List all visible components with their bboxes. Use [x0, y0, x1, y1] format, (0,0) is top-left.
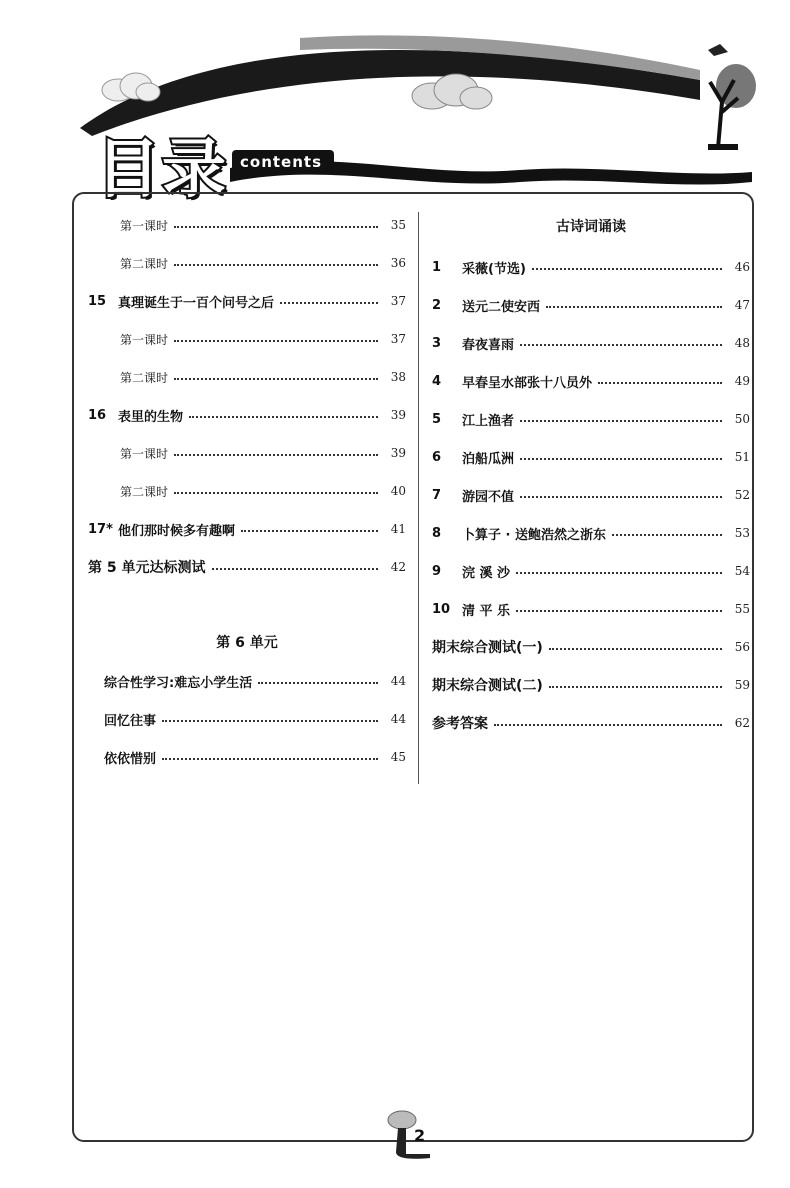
leader-dots	[174, 492, 378, 494]
toc-entry[interactable]	[432, 406, 750, 432]
leader-dots	[258, 682, 378, 684]
toc-entry-page: 54	[734, 564, 750, 578]
toc-entry-page: 51	[734, 450, 750, 464]
toc-entry-title: 浣 溪 沙	[462, 565, 511, 581]
toc-entry[interactable]	[88, 364, 406, 390]
toc-entry[interactable]	[88, 516, 406, 542]
toc-entry-number: 5	[432, 411, 442, 427]
toc-entry-title: 春夜喜雨	[462, 337, 515, 353]
page-number: 2	[414, 1126, 426, 1145]
toc-entry-page: 52	[734, 488, 750, 502]
toc-entry-title: 采薇(节选)	[462, 261, 526, 277]
page-subtitle: contents	[240, 153, 322, 171]
toc-entry-title: 依依惜别	[104, 751, 157, 767]
toc-entry-title: 期末综合测试(二)	[432, 678, 543, 694]
toc-entry-page: 42	[390, 560, 406, 574]
toc-entry-title: 送元二使安西	[462, 299, 541, 315]
toc-entry[interactable]	[432, 254, 750, 280]
unit6-heading: 第 6 单元	[216, 635, 278, 651]
toc-entry-page: 41	[390, 522, 406, 536]
toc-entry-title: 他们那时候多有趣啊	[118, 523, 236, 539]
toc-entry-title: 第一课时	[120, 218, 169, 233]
toc-entry[interactable]	[88, 212, 406, 238]
leader-dots	[549, 648, 722, 650]
toc-entry-page: 37	[390, 294, 406, 308]
toc-entry[interactable]	[88, 668, 406, 694]
toc-entry[interactable]	[88, 706, 406, 732]
toc-entry-title: 第一课时	[120, 446, 169, 461]
leader-dots	[174, 378, 378, 380]
leader-dots	[174, 454, 378, 456]
toc-entry-number: 6	[432, 449, 442, 465]
toc-entry-number: 15	[88, 293, 107, 309]
toc-entry-title: 第二课时	[120, 484, 169, 499]
toc-entry-title: 卜算子 · 送鲍浩然之浙东	[462, 527, 606, 543]
toc-entry[interactable]	[432, 672, 750, 698]
toc-entry-page: 46	[734, 260, 750, 274]
toc-entry-page: 47	[734, 298, 750, 312]
toc-entry-title: 真理诞生于一百个问号之后	[118, 295, 275, 311]
leader-dots	[516, 572, 722, 574]
toc-entry-title: 期末综合测试(一)	[432, 640, 543, 656]
toc-entry-title: 表里的生物	[118, 409, 184, 425]
toc-entry-page: 44	[390, 712, 406, 726]
toc-entry-page: 53	[734, 526, 750, 540]
leader-dots	[520, 458, 722, 460]
leader-dots	[162, 758, 378, 760]
toc-entry-page: 62	[734, 716, 750, 730]
toc-entry[interactable]	[88, 288, 406, 314]
tree-icon	[688, 42, 758, 152]
toc-entry-page: 38	[390, 370, 406, 384]
leader-dots	[546, 306, 722, 308]
toc-entry-title: 综合性学习:难忘小学生活	[104, 675, 253, 691]
toc-entry-page: 49	[734, 374, 750, 388]
toc-entry-page: 40	[390, 484, 406, 498]
toc-entry-number: 10	[432, 601, 451, 617]
leader-dots	[520, 344, 722, 346]
toc-entry-title: 参考答案	[432, 716, 488, 732]
leader-dots	[174, 340, 378, 342]
toc-entry[interactable]	[432, 482, 750, 508]
toc-entry-number: 4	[432, 373, 442, 389]
toc-entry-page: 59	[734, 678, 750, 692]
toc-entry-number: 7	[432, 487, 442, 503]
toc-entry[interactable]	[432, 710, 750, 736]
toc-entry-number: 3	[432, 335, 442, 351]
toc-entry-number: 1	[432, 259, 442, 275]
toc-entry[interactable]	[88, 326, 406, 352]
toc-entry-title: 游园不值	[462, 489, 515, 505]
toc-entry[interactable]	[88, 440, 406, 466]
leader-dots	[494, 724, 722, 726]
tree-stump-icon	[378, 1108, 448, 1164]
leader-dots	[598, 382, 722, 384]
toc-entry-number: 9	[432, 563, 442, 579]
toc-entry-page: 39	[390, 408, 406, 422]
toc-entry-page: 39	[390, 446, 406, 460]
leader-dots	[520, 496, 722, 498]
toc-entry[interactable]	[432, 330, 750, 356]
toc-entry[interactable]	[432, 634, 750, 660]
toc-entry-title: 江上渔者	[462, 413, 515, 429]
toc-entry[interactable]	[432, 444, 750, 470]
toc-entry-page: 56	[734, 640, 750, 654]
toc-entry[interactable]	[432, 292, 750, 318]
toc-entry-title: 回忆往事	[104, 713, 157, 729]
leader-dots	[516, 610, 722, 612]
leader-dots	[174, 264, 378, 266]
toc-entry-page: 37	[390, 332, 406, 346]
leader-dots	[549, 686, 722, 688]
leader-dots	[212, 568, 379, 570]
toc-entry-page: 45	[390, 750, 406, 764]
toc-entry[interactable]	[88, 478, 406, 504]
leader-dots	[520, 420, 722, 422]
toc-entry-title: 第二课时	[120, 370, 169, 385]
toc-entry-page: 55	[734, 602, 750, 616]
leader-dots	[280, 302, 378, 304]
toc-entry-title: 泊船瓜洲	[462, 451, 515, 467]
toc-entry-page: 48	[734, 336, 750, 350]
toc-entry-number: 17*	[88, 521, 113, 537]
cloud-icon	[96, 70, 166, 106]
toc-entry[interactable]	[432, 520, 750, 546]
toc-entry[interactable]	[88, 554, 406, 580]
leader-dots	[162, 720, 378, 722]
cloud-icon	[408, 70, 498, 114]
toc-entry-title: 第 5 单元达标测试	[88, 560, 206, 576]
poetry-heading: 古诗词诵读	[556, 219, 626, 235]
toc-entry-page: 50	[734, 412, 750, 426]
page-title: 目录	[96, 133, 228, 207]
toc-entry-page: 36	[390, 256, 406, 270]
toc-entry[interactable]	[88, 250, 406, 276]
leader-dots	[241, 530, 378, 532]
column-divider	[418, 212, 419, 784]
toc-entry-number: 16	[88, 407, 107, 423]
toc-entry[interactable]	[88, 744, 406, 770]
toc-entry-number: 8	[432, 525, 442, 541]
footer-decoration	[378, 1108, 448, 1164]
toc-entry-page: 35	[390, 218, 406, 232]
toc-entry-title: 第一课时	[120, 332, 169, 347]
toc-entry-title: 早春呈水部张十八员外	[462, 375, 593, 391]
leader-dots	[612, 534, 722, 536]
toc-entry[interactable]	[88, 402, 406, 428]
toc-entry[interactable]	[432, 368, 750, 394]
toc-entry-title: 清 平 乐	[462, 603, 511, 619]
leader-dots	[189, 416, 378, 418]
toc-entry-title: 第二课时	[120, 256, 169, 271]
toc-entry-page: 44	[390, 674, 406, 688]
toc-entry[interactable]	[432, 558, 750, 584]
toc-entry[interactable]	[432, 596, 750, 622]
leader-dots	[532, 268, 722, 270]
toc-entry-number: 2	[432, 297, 442, 313]
leader-dots	[174, 226, 378, 228]
